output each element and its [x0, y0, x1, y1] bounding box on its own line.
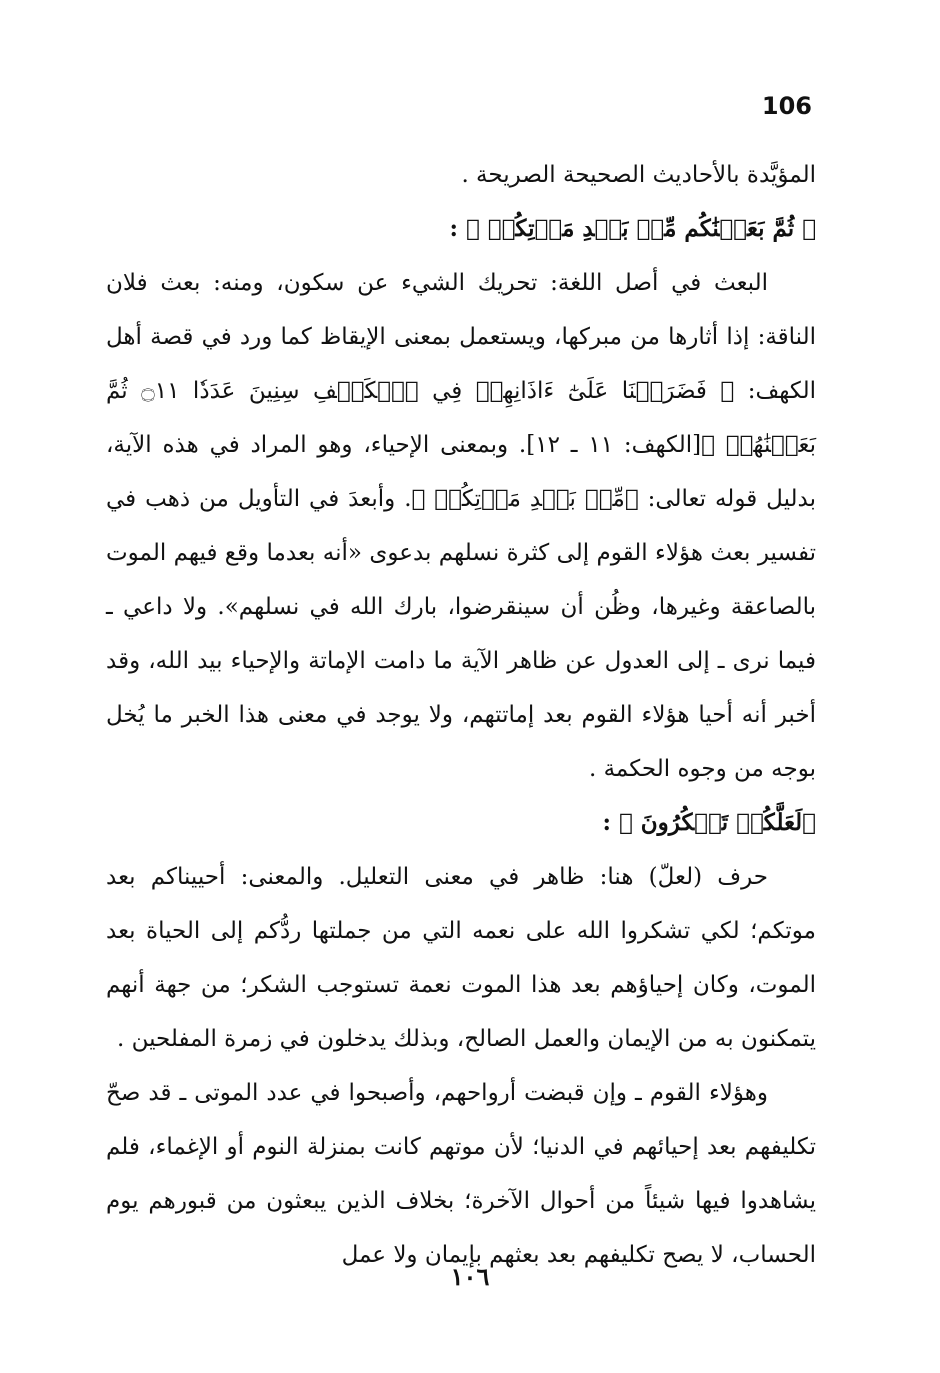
paragraph-laalla: حرف (لعلّ) هنا: ظاهر في معنى التعليل. والمعنى: أحييناكم بعد موتكم؛ لكي تشكروا الله على نعمه التي من جملتها ردُّكم إلى الحياة بعد الموت، وكان إحياؤهم بعد هذا الموت نعمة تستوجب الشكر؛ من جهة أنهم يتمكنون به من الإيمان والعمل الصالح، وبذلك يدخلون في زمرة المفلحين .: [106, 864, 816, 1052]
body-text: [106, 148, 816, 1282]
verse-heading-2: ﴿لَعَلَّكُمۡ تَشۡكُرُونَ ﴾ :: [602, 809, 816, 836]
page-number-bottom: ١٠٦: [450, 1262, 490, 1291]
verse-heading-1: ﴿ ثُمَّ بَعَثۡنَٰكُم مِّنۢ بَعۡدِ مَوۡتِكُمۡ ﴾ :: [449, 215, 816, 242]
page-number-top: 106: [761, 92, 812, 120]
paragraph-continuation: المؤيَّدة بالأحاديث الصحيحة الصريحة .: [461, 162, 816, 188]
paragraph-people: وهؤلاء القوم ـ وإن قبضت أرواحهم، وأصبحوا في عدد الموتى ـ قد صحّ تكليفهم بعد إحيائهم في الدنيا؛ لأن موتهم كانت بمنزلة النوم أو الإغماء، فلم يشاهدوا فيها شيئاً من أحوال الآخرة؛ بخلاف الذين يبعثون من قبورهم يوم الحساب، لا يصح تكليفهم بعد بعثهم بإيمان ولا عمل: [106, 1080, 816, 1268]
paragraph-baath: البعث في أصل اللغة: تحريك الشيء عن سكون، ومنه: بعث فلان الناقة: إذا أثارها من مبركها، ويستعمل بمعنى الإيقاظ كما ورد في قصة أهل الكهف: ﴿ فَضَرَبۡنَا عَلَىٰٓ ءَاذَانِهِمۡ فِي ٱلۡكَهۡفِ سِنِينَ عَدَدٗا ۝١١ ثُمَّ بَعَثۡنَٰهُمۡ ﴾[الكهف: ١١ ـ ١٢]. وبمعنى الإحياء، وهو المراد في هذه الآية، بدليل قوله تعالى: ﴿مِّنۢ بَعۡدِ مَوۡتِكُمۡ ﴾. وأبعدَ في التأويل من ذهب في تفسير بعث هؤلاء القوم إلى كثرة نسلهم بدعوى «أنه بعدما وقع فيهم الموت بالصاعقة وغيرها، وظُن أن سينقرضوا، بارك الله في نسلهم». ولا داعي ـ فيما نرى ـ إلى العدول عن ظاهر الآية ما دامت الإماتة والإحياء بيد الله، وقد أخبر أنه أحيا هؤلاء القوم بعد إماتتهم، ولا يوجد في معنى هذا الخبر ما يُخل بوجه من وجوه الحكمة .: [106, 270, 816, 782]
